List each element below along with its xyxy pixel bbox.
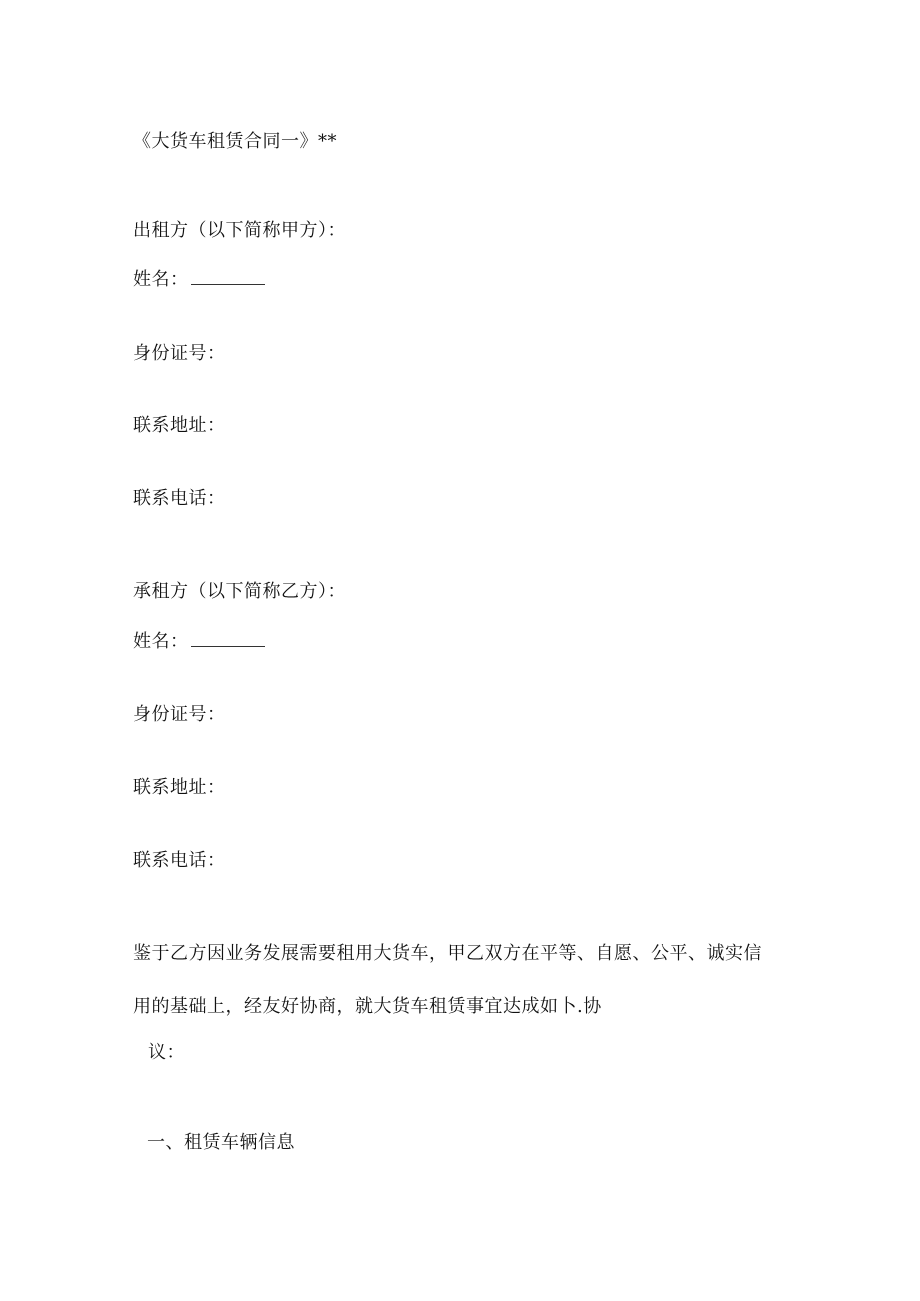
lessee-address-label: 联系地址： xyxy=(133,777,226,798)
lessee-name-row xyxy=(133,630,265,654)
lessee-heading: 承租方（以下简称乙方）： xyxy=(133,581,346,602)
lessor-id-label: 身份证号： xyxy=(133,343,226,364)
lessor-heading: 出租方（以下简称甲方）： xyxy=(133,220,346,241)
lessee-name-label: 姓名： xyxy=(133,631,189,652)
lessee-id-label: 身份证号： xyxy=(133,704,226,725)
preamble-line-3: 议： xyxy=(148,1042,185,1063)
lessee-name-blank xyxy=(191,632,265,647)
lessee-phone-label: 联系电话： xyxy=(133,850,226,871)
document-title: 《大货车租赁合同一》** xyxy=(133,131,337,152)
section-1-heading: 一、租赁车辆信息 xyxy=(147,1132,295,1153)
preamble-line-2: 用的基础上，经友好协商，就大货车租赁事宜达成如卜.协 xyxy=(133,996,602,1017)
lessor-address-label: 联系地址： xyxy=(133,415,226,436)
lessor-name-label: 姓名： xyxy=(133,269,189,290)
lessor-phone-label: 联系电话： xyxy=(133,488,226,509)
lessor-name-row xyxy=(133,268,265,292)
preamble-line-1: 鉴于乙方因业务发展需要租用大货车，甲乙双方在平等、自愿、公平、诚实信 xyxy=(133,943,762,964)
lessor-name-blank xyxy=(191,270,265,285)
